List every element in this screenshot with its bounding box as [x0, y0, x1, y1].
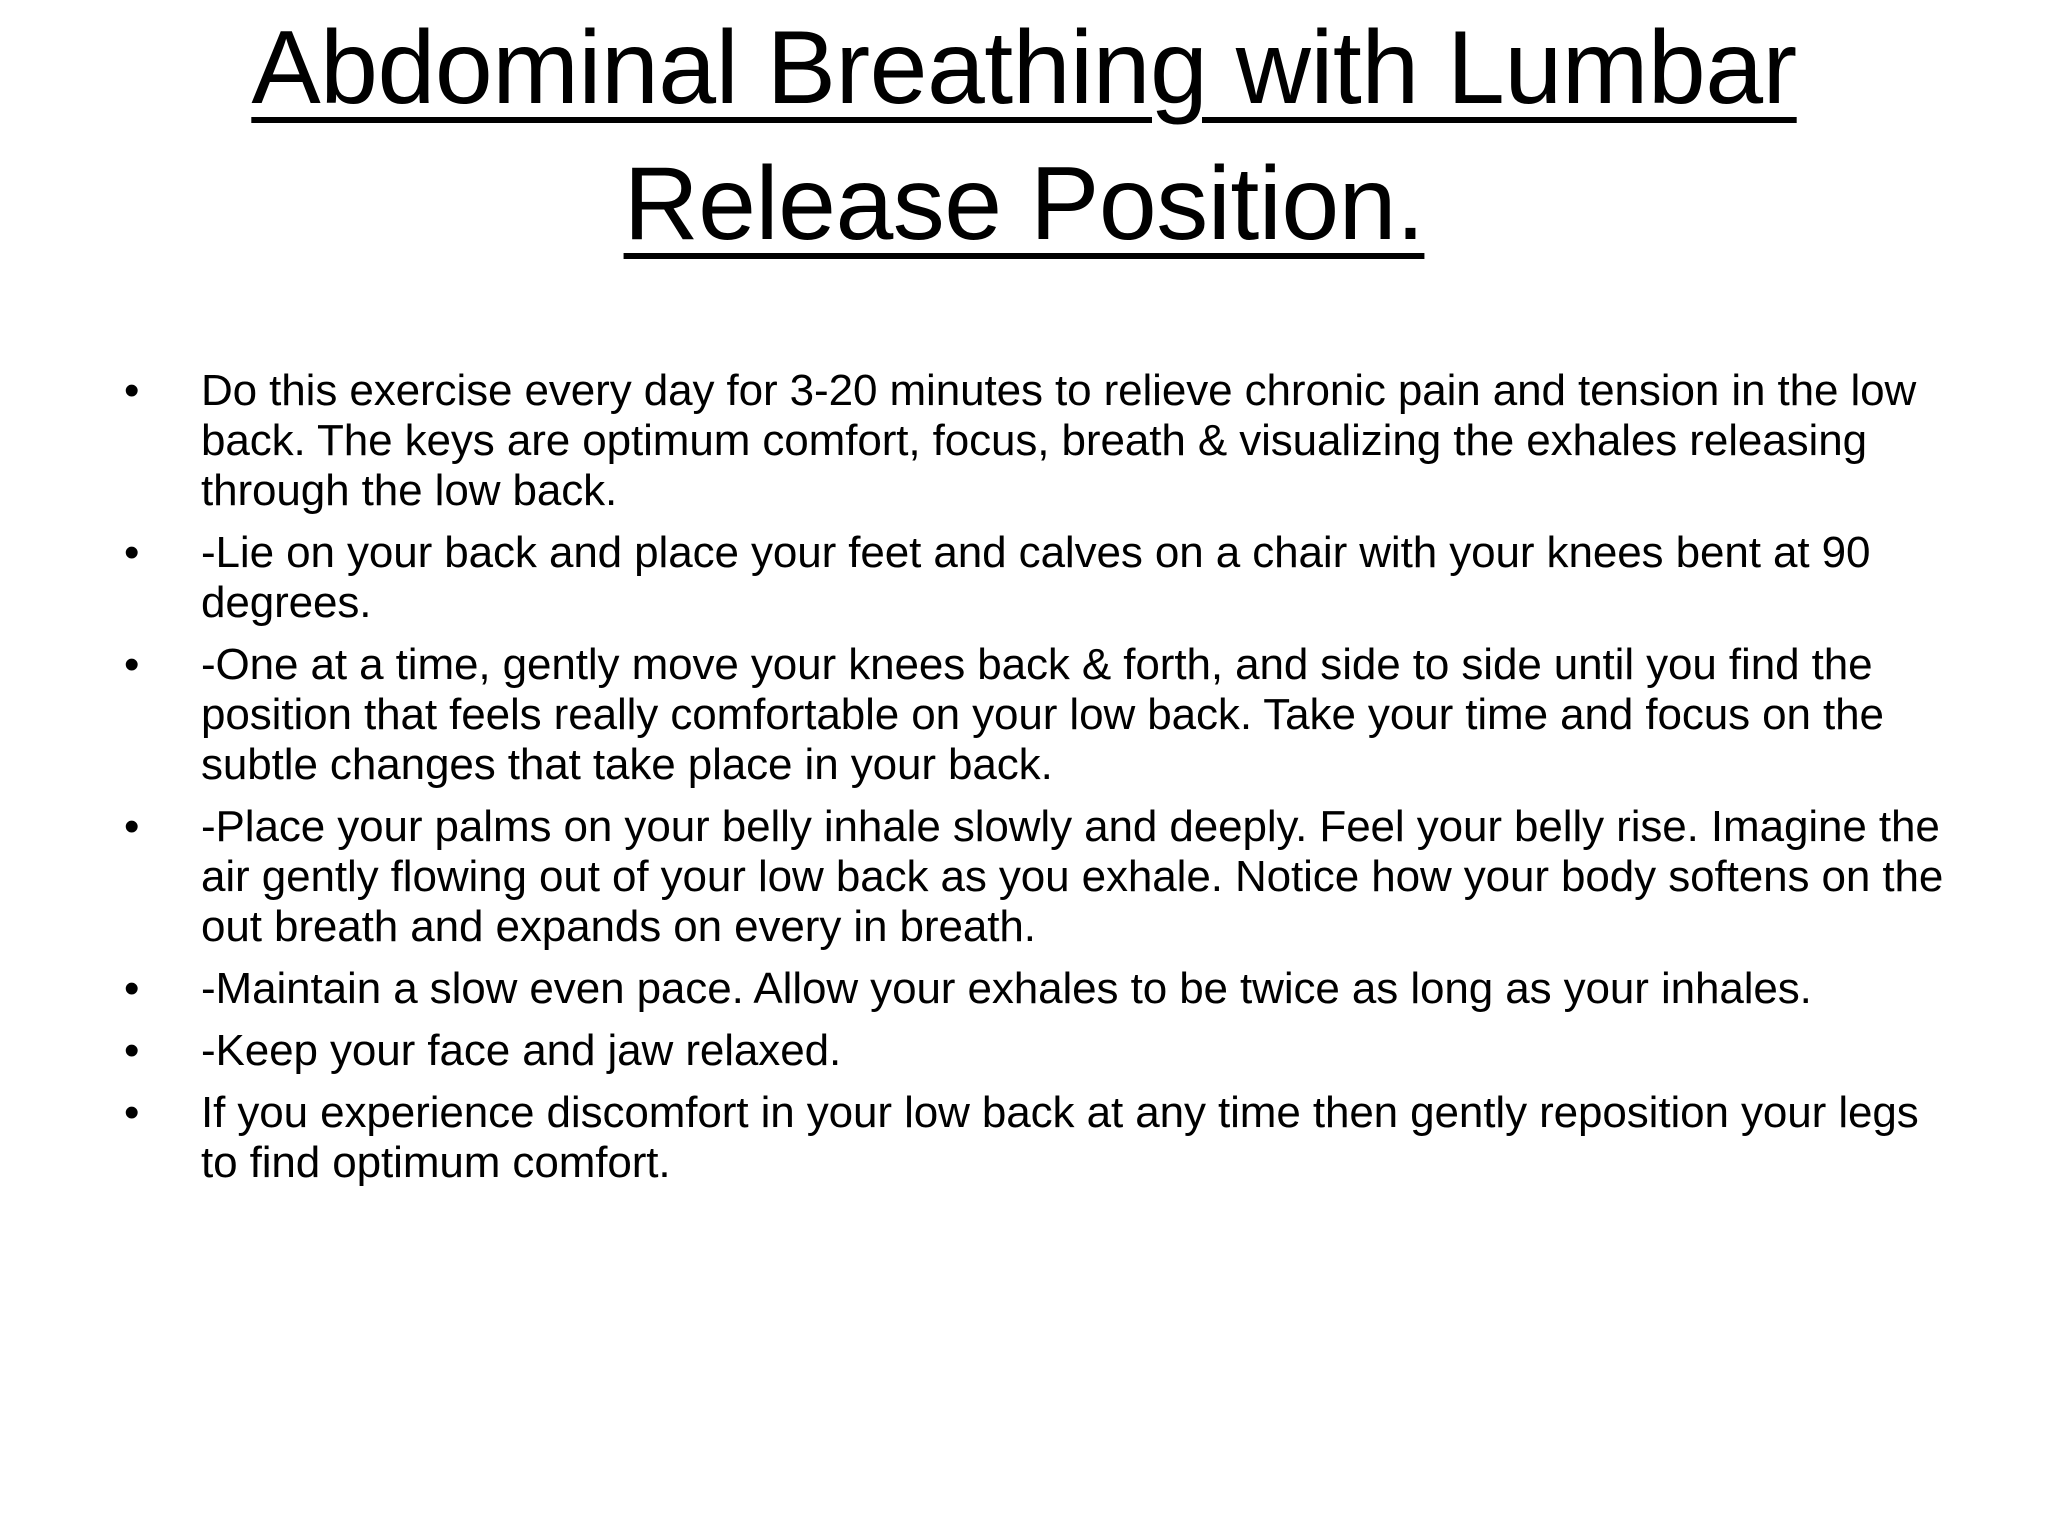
bullet-list: [124, 366, 1964, 1200]
bullet-icon: •: [124, 640, 140, 689]
list-item-text: Do this exercise every day for 3-20 minutes to relieve chronic pain and tension in the low back. The keys are optimum comfort, focus, breath & visualizing the exhales releasing through the low back.: [201, 366, 1917, 515]
bullet-icon: •: [124, 1026, 140, 1075]
bullet-icon: •: [124, 366, 140, 415]
bullet-icon: •: [124, 964, 140, 1013]
list-item-text: -One at a time, gently move your knees back & forth, and side to side until you find the position that feels really comfortable on your low back. Take your time and focus on the subtle changes that take place in your back.: [201, 640, 1884, 789]
bullet-icon: •: [124, 802, 140, 851]
list-item: [124, 802, 1964, 952]
list-item-text: -Place your palms on your belly inhale slowly and deeply. Feel your belly rise. Imagine the air gently flowing out of your low back as you exhale. Notice how your body softens on the out breath and expands on every in breath.: [201, 802, 1944, 951]
list-item-text: -Lie on your back and place your feet and calves on a chair with your knees bent at 90 degrees.: [201, 528, 1871, 627]
list-item: [124, 1088, 1964, 1188]
list-item-text: -Maintain a slow even pace. Allow your exhales to be twice as long as your inhales.: [201, 964, 1812, 1013]
list-item: [124, 640, 1964, 790]
bullet-icon: •: [124, 1088, 140, 1137]
list-item-text: -Keep your face and jaw relaxed.: [201, 1026, 842, 1075]
list-item: [124, 528, 1964, 628]
list-item: [124, 964, 1964, 1014]
list-item: [124, 1026, 1964, 1076]
slide-title: Abdominal Breathing with Lumbar Release Position.: [251, 10, 1797, 262]
bullet-icon: •: [124, 528, 140, 577]
list-item: [124, 366, 1964, 516]
list-item-text: If you experience discomfort in your low back at any time then gently reposition your legs to find optimum comfort.: [201, 1088, 1919, 1187]
